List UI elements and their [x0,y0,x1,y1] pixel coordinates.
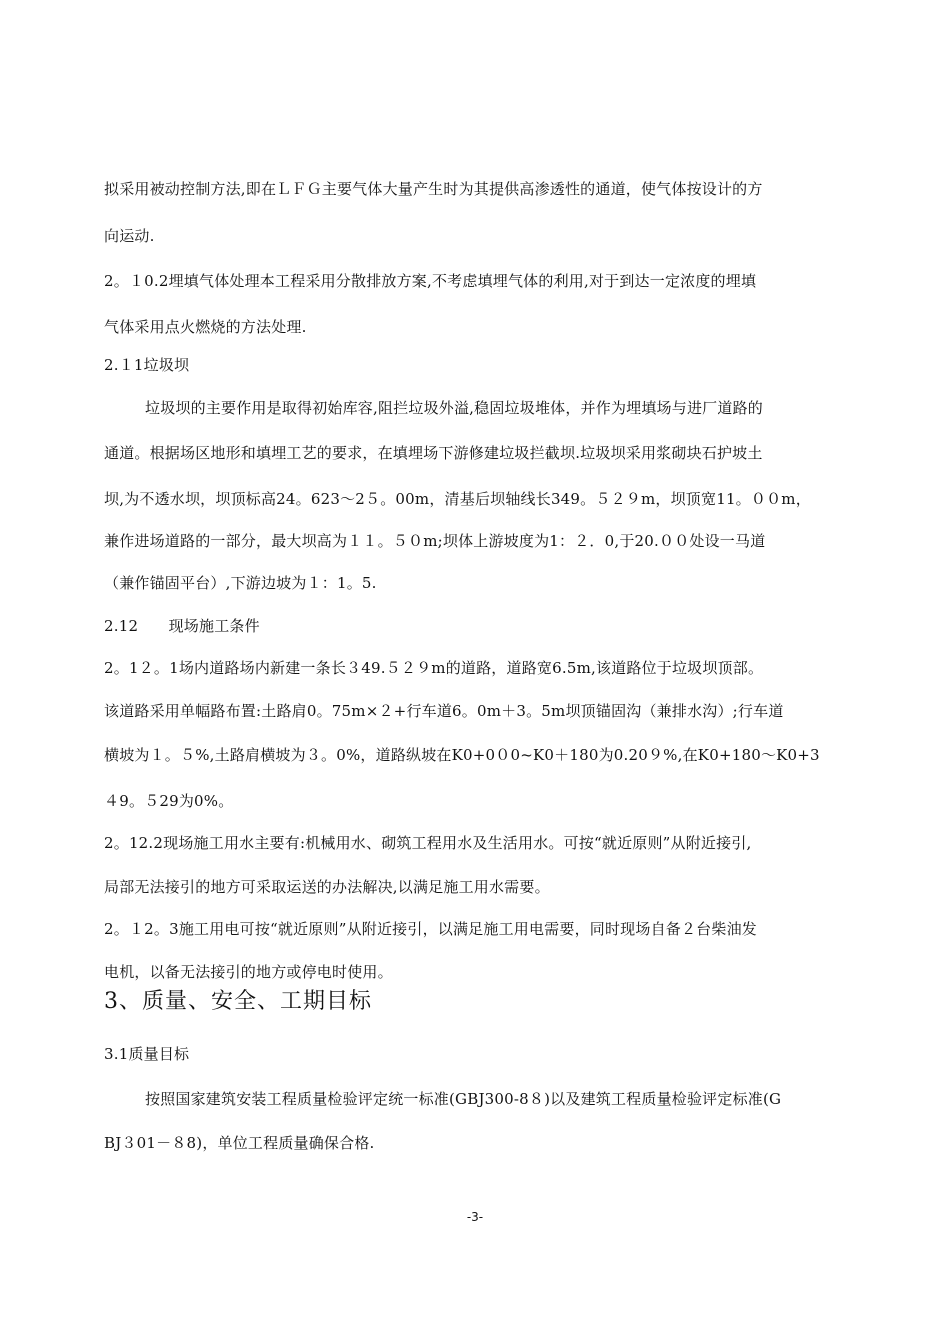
paragraph-line: 坝,为不透水坝，坝顶标高24。623～2５。00m，清基后坝轴线长349。５２９m，坝顶宽11。００m， [104,490,811,508]
page-number: -3- [466,1210,484,1224]
paragraph-line: BJ３01－８8)，单位工程质量确保合格. [104,1134,375,1152]
paragraph-line: 局部无法接引的地方可采取运送的办法解决,以满足施工用水需要。 [104,878,550,896]
section-title: 2.１1垃圾坝 [104,356,190,374]
paragraph-line: 横坡为１。５%,土路肩横坡为３。0%，道路纵坡在K0+0０0~K0＋180为0.20９%,在K0+180～K0+3 [104,746,820,764]
paragraph-line: ４9。５29为0%。 [104,792,234,810]
paragraph-line: 拟采用被动控制方法,即在ＬＦＧ主要气体大量产生时为其提供高渗透性的通道，使气体按设计的方 [104,180,763,198]
paragraph-line: 通道。根据场区地形和填埋工艺的要求，在填埋场下游修建垃圾拦截坝.垃圾坝采用浆砌块石护坡土 [104,444,763,462]
paragraph-line: 2。１2。3施工用电可按“就近原则”从附近接引，以满足施工用电需要，同时现场自备２台柴油发 [104,920,757,938]
section-title: 3.1质量目标 [104,1045,190,1063]
paragraph-line: 气体采用点火燃烧的方法处理. [104,318,307,336]
section-title: 2.12 现场施工条件 [104,617,260,635]
paragraph-line: 该道路采用单幅路布置:土路肩0。75m×２+行车道6。0m＋3。5m坝顶锚固沟（兼排水沟）;行车道 [104,702,784,720]
paragraph-line: 2。１0.2埋填气体处理本工程采用分散排放方案,不考虑填埋气体的利用,对于到达一定浓度的埋填 [104,272,757,290]
paragraph-line: 按照国家建筑安装工程质量检验评定统一标准(GBJ300-8８)以及建筑工程质量检验评定标准(G [145,1090,782,1108]
paragraph-line: 向运动. [104,227,155,245]
paragraph-line: （兼作锚固平台）,下游边坡为１：1。5. [104,574,377,592]
paragraph-line: 垃圾坝的主要作用是取得初始库容,阻拦垃圾外溢,稳固垃圾堆体，并作为埋填场与进厂道路的 [145,399,763,417]
paragraph-line: 2。1２。1场内道路场内新建一条长３49.５２９m的道路，道路宽6.5m,该道路位于垃圾坝顶部。 [104,659,764,677]
paragraph-line: 兼作进场道路的一部分，最大坝高为１１。５０m;坝体上游坡度为1：２．0,于20.００处设一马道 [104,532,766,550]
chapter-heading: 3、质量、安全、工期目标 [104,989,372,1014]
paragraph-line: 2。12.2现场施工用水主要有:机械用水、砌筑工程用水及生活用水。可按“就近原则”从附近接引, [104,834,752,852]
paragraph-line: 电机，以备无法接引的地方或停电时使用。 [104,963,393,981]
